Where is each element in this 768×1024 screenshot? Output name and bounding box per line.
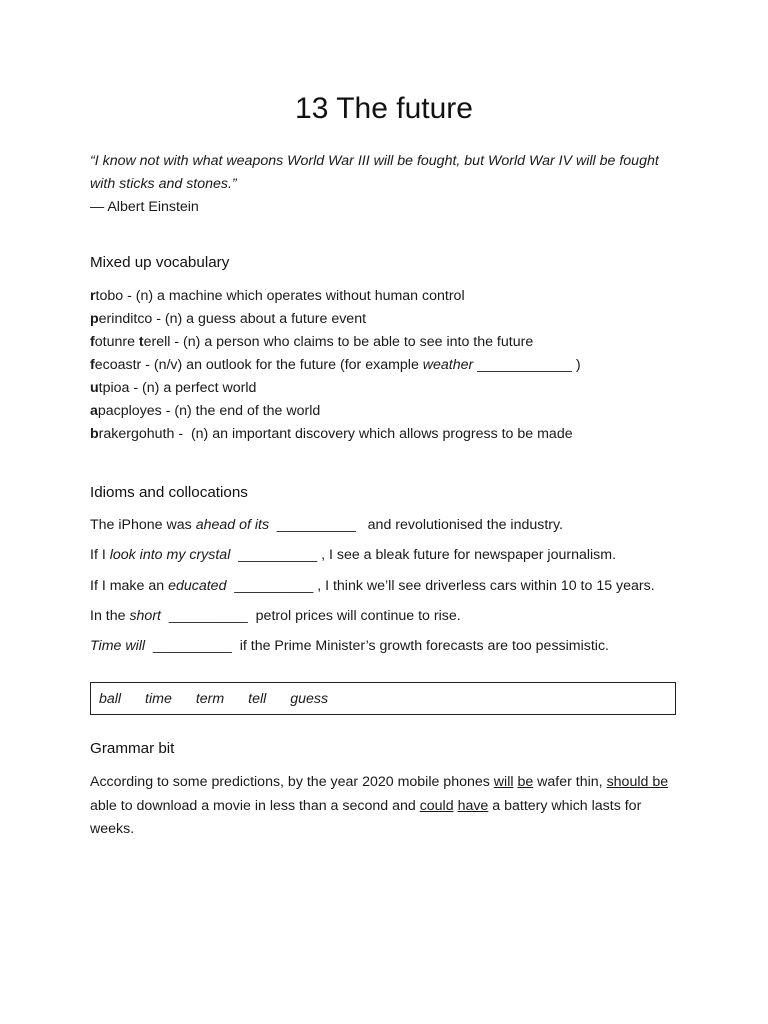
idiom-text: If I make an: [90, 577, 169, 594]
idiom-text: petrol prices will continue to rise.: [255, 607, 461, 624]
idiom-sentence: [90, 544, 690, 574]
vocab-part: otunre: [94, 334, 139, 350]
vocab-definition: erinditco - (n) a guess about a future event: [98, 311, 367, 327]
idiom-sentence: [90, 575, 690, 605]
idioms-heading: Idioms and collocations: [90, 484, 248, 501]
idiom-text: if the Prime Minister’s growth forecasts are too pessimistic.: [239, 638, 609, 655]
idiom-blank: __________: [269, 517, 364, 533]
idioms-list: [90, 514, 690, 665]
vocab-example-word: weather: [422, 357, 474, 373]
idiom-sentence: [90, 635, 690, 665]
vocab-definition: erell - (n) a person who claims to be able to see into the future: [143, 334, 534, 350]
vocab-item: [90, 331, 690, 354]
vocab-item: [90, 285, 690, 308]
vocab-definition: ecoastr - (n/v) an outlook for the future (for example: [94, 357, 423, 373]
vocab-definition: rakergohuth - (n) an important discovery which allows progress to be made: [98, 426, 573, 442]
word-box-item: tell: [248, 691, 267, 707]
grammar-text: able to download a movie in less than a second and: [90, 797, 420, 814]
vocab-item: [90, 354, 690, 377]
modal-verb: have: [457, 797, 489, 814]
modal-verb: should be: [606, 774, 669, 790]
idiom-phrase: look into my crystal: [109, 547, 231, 564]
vocab-first-letter: t: [138, 334, 144, 350]
idiom-phrase: educated: [168, 577, 227, 594]
vocab-definition: pacployes - (n) the end of the world: [97, 403, 321, 419]
vocabulary-heading: Mixed up vocabulary: [90, 254, 230, 271]
word-box-item: ball: [99, 691, 122, 707]
einstein-quote: “I know not with what weapons World War III will be fought, but World War IV will be fought with sticks and stones.”: [90, 153, 659, 192]
vocab-first-letter: f: [90, 357, 95, 373]
word-box-item: time: [145, 691, 172, 707]
page-title: 13 The future: [295, 92, 473, 125]
grammar-text: wafer thin,: [533, 774, 607, 790]
word-box: [90, 682, 676, 715]
quote-author: — Albert Einstein: [90, 199, 199, 215]
word-box-item: guess: [290, 691, 329, 707]
vocab-first-letter: p: [90, 311, 99, 327]
word-box-item: term: [195, 691, 225, 707]
vocab-item: [90, 377, 690, 400]
idiom-blank: __________: [161, 607, 256, 624]
idiom-phrase: ahead of its: [195, 517, 270, 533]
grammar-text: a battery which lasts for weeks.: [90, 797, 642, 837]
modal-verb: will: [493, 774, 514, 790]
idiom-text: , I see a bleak future for newspaper journalism.: [321, 547, 617, 564]
vocab-item: [90, 423, 690, 446]
vocab-definition: tobo - (n) a machine which operates without human control: [95, 288, 465, 304]
vocab-blank: ____________ ): [473, 357, 581, 373]
grammar-paragraph: [90, 771, 678, 842]
idiom-text: and revolutionised the industry.: [363, 517, 563, 533]
grammar-text: According to some predictions, by the year 2020 mobile phones: [90, 774, 494, 790]
vocab-definition: tpioa - (n) a perfect world: [98, 380, 257, 396]
idiom-blank: __________: [230, 547, 322, 564]
idiom-sentence: [90, 514, 690, 544]
vocabulary-list: [90, 285, 690, 446]
vocab-item: [90, 308, 690, 331]
idiom-text: If I: [90, 547, 110, 564]
vocab-first-letter: r: [90, 288, 96, 304]
idiom-text: The iPhone was: [90, 517, 196, 533]
grammar-heading: Grammar bit: [90, 740, 175, 757]
vocab-first-letter: a: [90, 403, 98, 419]
idiom-text: , I think we’ll see driverless cars within 10 to 15 years.: [317, 577, 655, 594]
modal-verb: be: [517, 774, 534, 790]
idiom-blank: __________: [226, 577, 318, 594]
idiom-sentence: [90, 605, 690, 635]
idiom-phrase: short: [129, 607, 161, 624]
modal-verb: could: [419, 797, 454, 814]
idiom-text: In the: [90, 607, 130, 624]
vocab-first-letter: f: [90, 334, 95, 350]
vocab-item: [90, 400, 690, 423]
vocab-first-letter: u: [90, 380, 99, 396]
idiom-phrase: Time will: [90, 638, 146, 655]
vocab-first-letter: b: [90, 426, 99, 442]
idiom-blank: __________: [145, 638, 240, 655]
